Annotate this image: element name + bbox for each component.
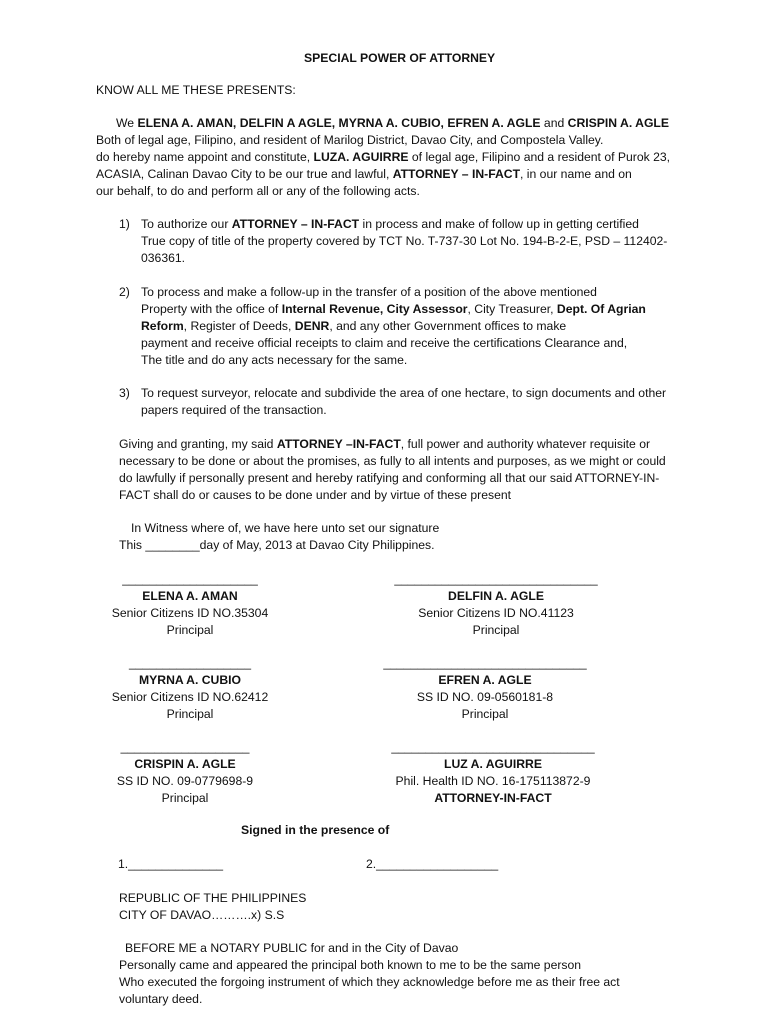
signature-line: ______________________________: [383, 656, 587, 670]
signature-block: [110, 655, 270, 723]
signatory-name: MYRNA A. CUBIO: [138, 673, 241, 687]
signatory-name: LUZ A. AGUIRRE: [444, 757, 542, 771]
item-text: To request surveyor, relocate and subdivide the area of one hectare, to sign documents and other papers required of the transaction.: [141, 386, 667, 417]
signatory-role: Principal: [461, 707, 509, 721]
document-title: SPECIAL POWER OF ATTORNEY: [304, 51, 496, 65]
item-number: 2): [119, 285, 130, 299]
signatory-name: CRISPIN A. AGLE: [134, 757, 236, 771]
intro-line-3: do hereby name appoint and constitute, LUZA. AGUIRRE of legal age, Filipino and a resident of Purok 23,: [96, 150, 671, 164]
signature-block: [368, 739, 618, 807]
signatory-role: Principal: [166, 707, 214, 721]
signatory-role: Principal: [472, 623, 520, 637]
item-text: To process and make a follow-up in the transfer of a position of the above mentioned Property with the office of Internal Revenue, City Assessor, City Treasurer, Dept. Of Agrian Reform, Register of Deeds, DENR, and any other Government offices to make payment and receive official receipts to claim and receive the certifications Clearance and, The title and do any acts necessary for the same.: [141, 285, 646, 367]
salutation: KNOW ALL ME THESE PRESENTS:: [96, 83, 296, 97]
item-number: 1): [119, 217, 130, 231]
item-text: To authorize our ATTORNEY – IN-FACT in process and make of follow up in getting certified True copy of title of the property covered by TCT No. T-737-30 Lot No. 194-B-2-E, PSD – 112402- 036361.: [141, 217, 668, 265]
signature-line: ______________________________: [394, 572, 598, 586]
granting-paragraph: Giving and granting, my said ATTORNEY –IN-FACT, full power and authority whatever requisite or necessary to be done or about the promises, as fully to all intents and purposes, as we might or could do lawfully if personally present and hereby ratifying and conforming all that our said ATTORNEY-IN- FACT shall do or causes to be done under and by virtue of these present: [119, 437, 666, 502]
witness-line-1: In Witness where of, we have here unto set our signature: [131, 521, 440, 535]
signatory-role: ATTORNEY-IN-FACT: [434, 791, 552, 805]
signature-line: ___________________: [120, 740, 250, 754]
intro-line-1: We ELENA A. AMAN, DELFIN A AGLE, MYRNA A. CUBIO, EFREN A. AGLE and CRISPIN A. AGLE: [116, 116, 669, 130]
signatory-name: EFREN A. AGLE: [438, 673, 532, 687]
intro-line-5: our behalf, to do and perform all or any of the following acts.: [96, 184, 420, 198]
signature-block: [100, 739, 270, 807]
signature-block: [95, 571, 285, 639]
signature-block: [376, 571, 616, 639]
signature-block: [360, 655, 610, 723]
signatory-name: DELFIN A. AGLE: [448, 589, 544, 603]
signature-line: ______________________________: [391, 740, 595, 754]
signatory-name: ELENA A. AMAN: [142, 589, 238, 603]
signatory-id: Senior Citizens ID NO.41123: [418, 606, 574, 620]
presence-label: Signed in the presence of: [241, 823, 390, 837]
signatory-id: SS ID NO. 09-0560181-8: [416, 690, 554, 704]
intro-line-4: ACASIA, Calinan Davao City to be our true and lawful, ATTORNEY – IN-FACT, in our name and on: [96, 167, 632, 181]
signatory-id: Senior Citizens ID NO.62412: [111, 690, 269, 704]
signatory-role: Principal: [161, 791, 209, 805]
signatory-role: Principal: [166, 623, 214, 637]
signature-line: __________________: [128, 656, 251, 670]
witness-1-line: 1.______________: [118, 857, 224, 871]
signatory-id: Phil. Health ID NO. 16-175113872-9: [395, 774, 591, 788]
notary-paragraph: BEFORE ME a NOTARY PUBLIC for and in the City of Davao Personally came and appeared the principal both known to me to be the same person Who executed the forgoing instrument of which they acknowledge before me as their free act voluntary deed.: [119, 941, 620, 1006]
intro-line-2: Both of legal age, Filipino, and resident of Marilog District, Davao City, and Compostela Valley.: [96, 133, 604, 147]
intro-paragraph: [96, 115, 670, 200]
witness-line-2: This ________day of May, 2013 at Davao City Philippines.: [119, 538, 435, 552]
witness-2-line: 2.__________________: [366, 857, 499, 871]
venue-block: REPUBLIC OF THE PHILIPPINES CITY OF DAVAO……….x) S.S: [119, 891, 307, 922]
item-number: 3): [119, 386, 130, 400]
signatory-id: SS ID NO. 09-0779698-9: [116, 774, 254, 788]
signatory-id: Senior Citizens ID NO.35304: [111, 606, 269, 620]
signature-line: ____________________: [122, 572, 258, 586]
